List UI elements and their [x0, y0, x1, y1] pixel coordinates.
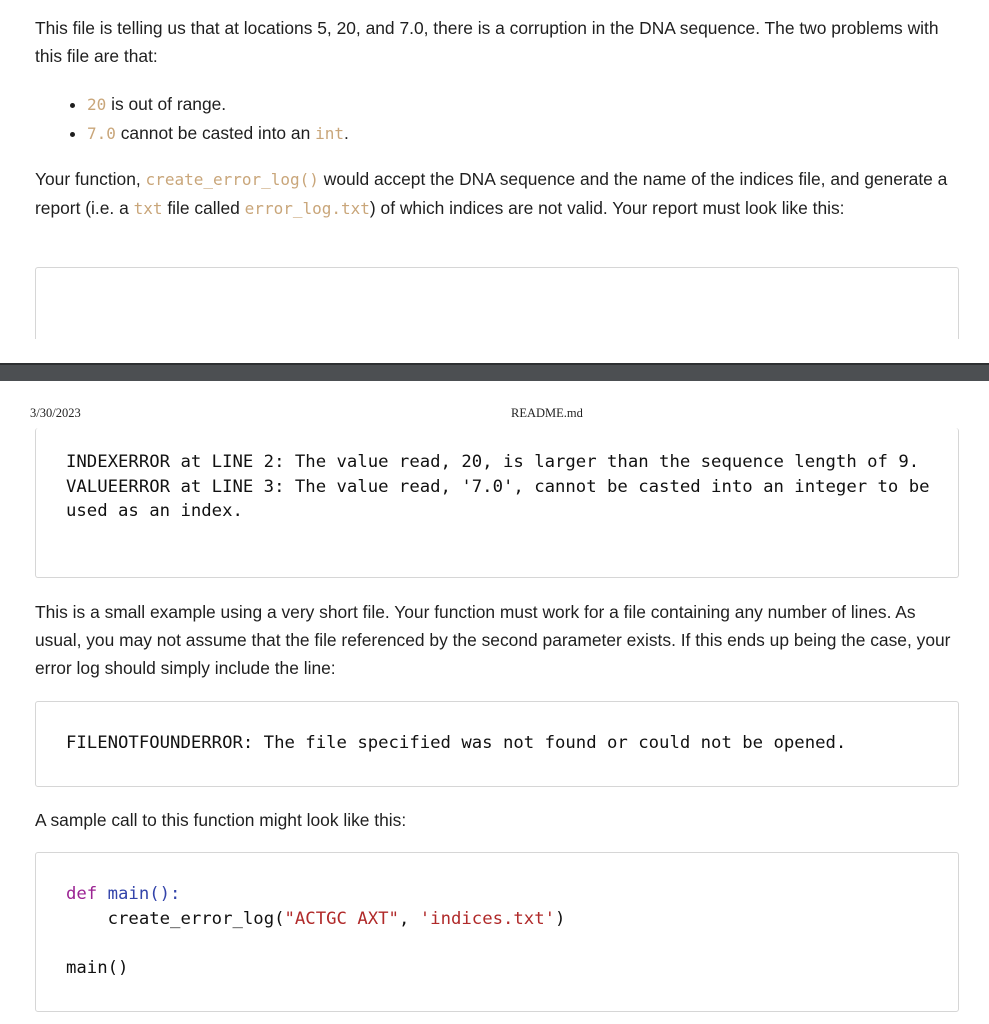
- inline-code: txt: [133, 199, 163, 218]
- problem-list: [35, 90, 349, 148]
- list-item-text: .: [343, 123, 349, 143]
- string-literal: 'indices.txt': [419, 908, 556, 929]
- text-run: Your function,: [35, 169, 146, 189]
- text-run: file called: [162, 198, 245, 218]
- print-title: README.md: [511, 406, 583, 420]
- print-date: 3/30/2023: [30, 406, 81, 420]
- inline-code: create_error_log(): [145, 170, 319, 189]
- filenotfound-code: FILENOTFOUNDERROR: The file specified was not found or could not be opened.: [66, 733, 847, 753]
- small-example-paragraph: This is a small example using a very short file. Your function must work for a file containing any number of lines. As usual, you may not assume that the file referenced by the second parameter exists. If this ends up being the case, your error log should simply include the line:: [35, 602, 951, 678]
- function-description: [35, 165, 965, 223]
- sample-call-paragraph: A sample call to this function might look like this:: [35, 810, 407, 830]
- report-code: [66, 450, 946, 524]
- text-run: would accept the DNA sequence and the name of the indices file, and generate a report (i.e. a: [35, 169, 948, 218]
- code-line: INDEXERROR at LINE 2: The value read, 20, is larger than the sequence length of 9.: [66, 452, 920, 472]
- sample-code: [66, 882, 946, 980]
- inline-code: 7.0: [87, 124, 116, 143]
- code-line: VALUEERROR at LINE 3: The value read, '7.0', cannot be casted into an integer to be used as an index.: [66, 476, 940, 521]
- function-name: main: [107, 884, 150, 904]
- intro-paragraph: This file is telling us that at locations 5, 20, and 7.0, there is a corruption in the DNA sequence. The two problems with this file are that:: [35, 18, 939, 66]
- text-run: ) of which indices are not valid. Your report must look like this:: [369, 198, 845, 218]
- code-text: create_error_log(: [66, 908, 285, 929]
- list-item: [87, 90, 349, 119]
- code-text: main(): [66, 957, 129, 978]
- inline-code: int: [315, 124, 344, 143]
- keyword: def: [66, 884, 98, 904]
- code-text: ,: [398, 908, 420, 929]
- page-break-shadow: [0, 363, 989, 365]
- list-item-text: is out of range.: [106, 94, 227, 114]
- code-text: ): [555, 908, 566, 929]
- inline-code: 20: [87, 95, 107, 114]
- inline-code: error_log.txt: [244, 199, 370, 218]
- page-break-bar: [0, 363, 989, 381]
- punctuation: ():: [149, 884, 181, 904]
- list-item: [87, 119, 349, 148]
- string-literal: "ACTGC AXT": [284, 908, 399, 929]
- list-item-text: cannot be casted into an: [115, 123, 316, 143]
